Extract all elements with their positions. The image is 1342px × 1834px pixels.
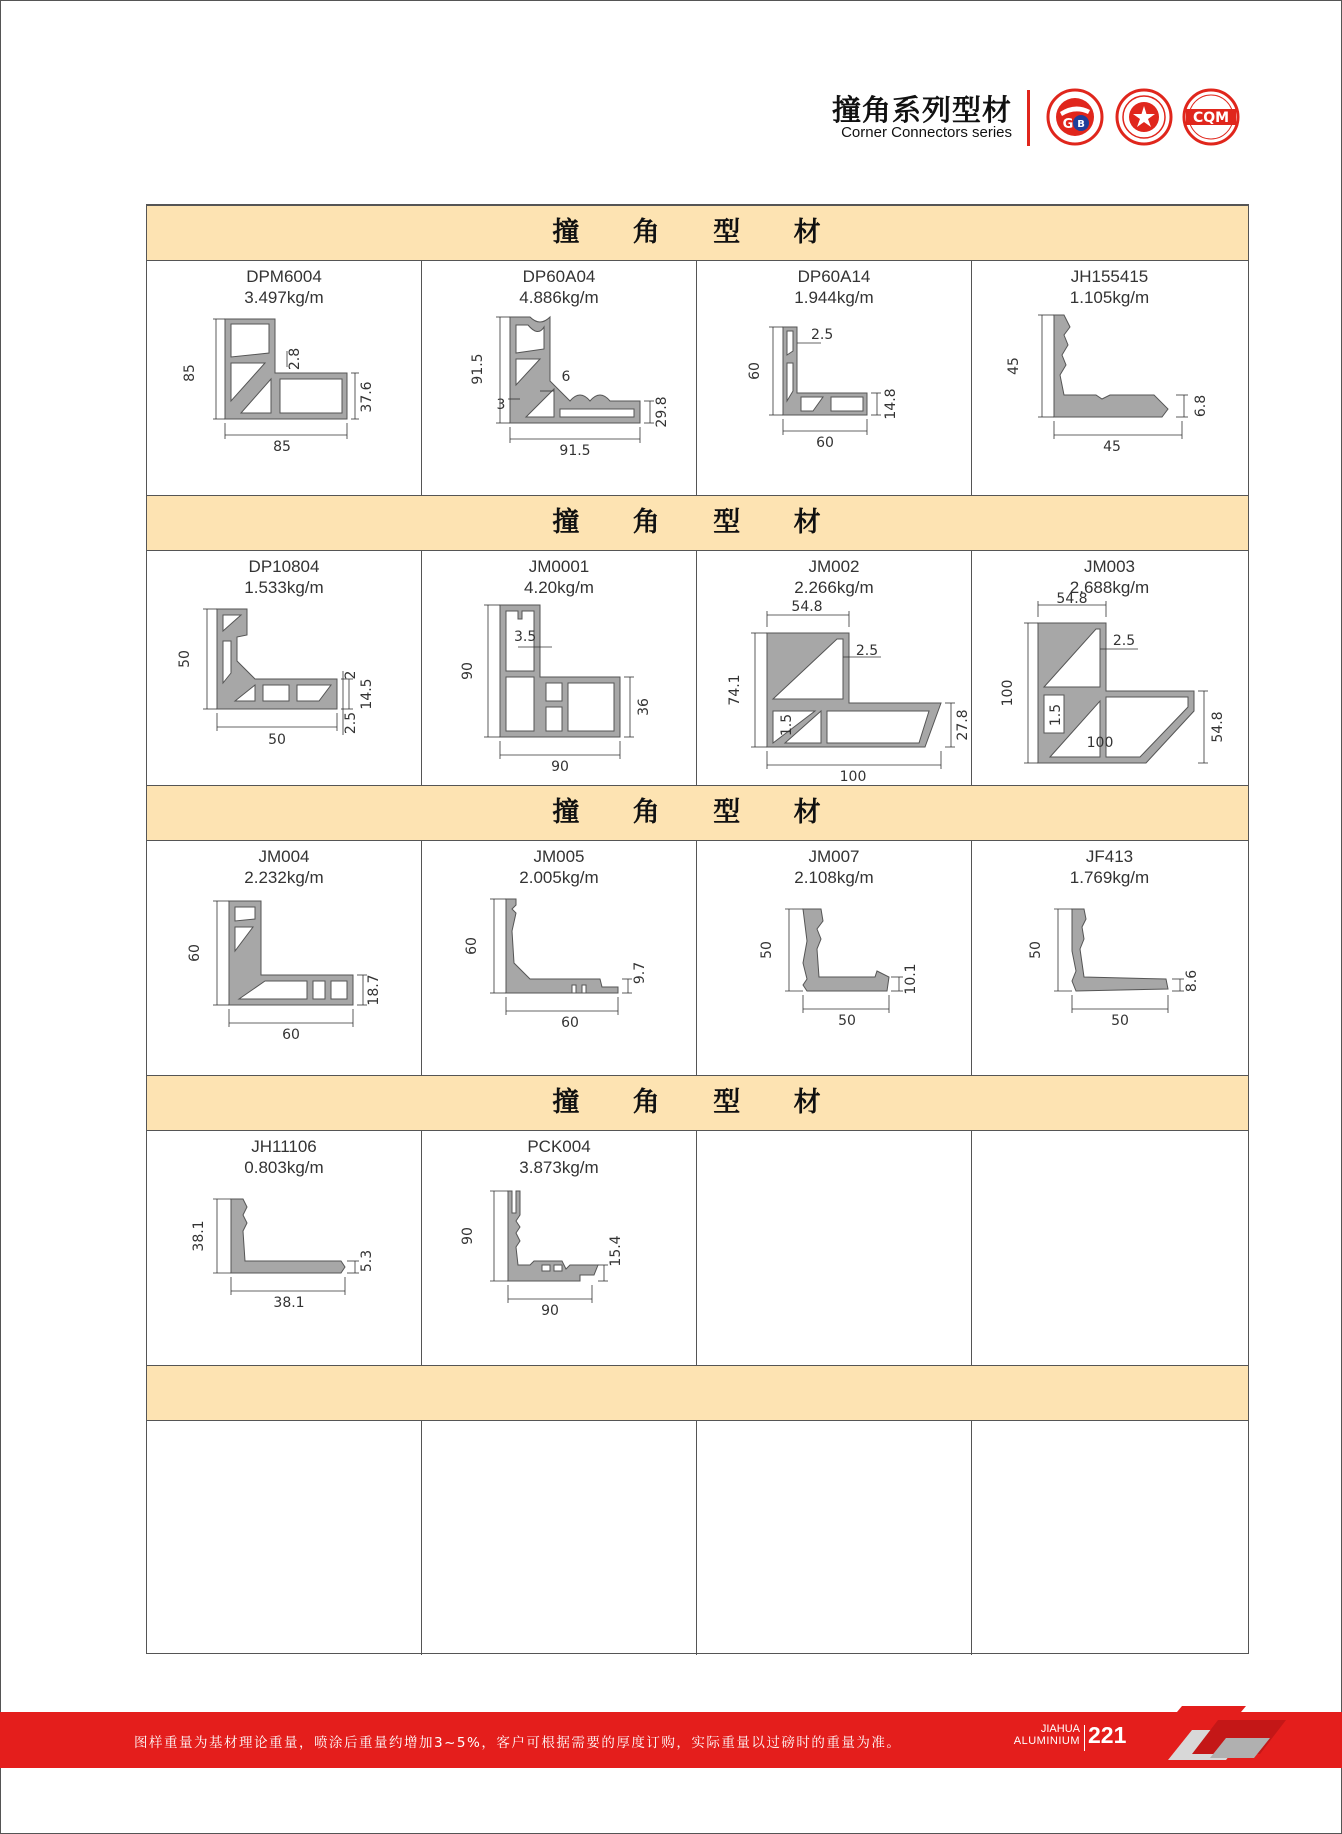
dimension-label: 3 [496, 397, 506, 413]
dimension-label: 2.5 [343, 711, 359, 735]
profile-drawing-jf413 [972, 891, 1247, 1075]
profile-drawing-dp60a04 [422, 311, 697, 495]
dimension-label: 38.1 [273, 1295, 305, 1311]
product-cell [147, 261, 422, 495]
product-cell [697, 551, 972, 785]
product-weight: 3.873kg/m [519, 1158, 599, 1177]
dimension-label: 10.1 [903, 963, 919, 995]
dimension-label: 50 [759, 941, 775, 959]
product-weight: 2.688kg/m [1069, 578, 1150, 597]
profile-drawing-jm002 [697, 601, 972, 785]
dimension-label: 2.8 [287, 347, 303, 371]
product-cell [972, 551, 1247, 785]
profile-drawing-jm004 [147, 891, 422, 1075]
svg-text:G: G [1062, 117, 1074, 132]
product-code: JM004 [258, 847, 310, 866]
dimension-label: 14.8 [883, 388, 899, 420]
product-weight: 1.769kg/m [1069, 868, 1150, 887]
dimension-label: 50 [838, 1013, 856, 1029]
quality-seal-logo [1115, 88, 1173, 146]
dimension-label: 54.8 [1056, 591, 1088, 607]
dimension-label: 90 [460, 1227, 476, 1245]
dimension-label: 9.7 [632, 961, 648, 985]
product-code: JH155415 [1070, 267, 1149, 286]
profile-drawing-dp60a14 [697, 311, 972, 495]
dimension-label: 60 [282, 1027, 300, 1043]
dimension-label: 50 [268, 732, 286, 748]
empty-cell [422, 1421, 697, 1655]
dimension-label: 1.5 [779, 713, 795, 737]
dimension-label: 60 [187, 944, 203, 962]
empty-cell [972, 1421, 1247, 1655]
gb-logo [1046, 88, 1104, 146]
product-code: JM007 [808, 847, 860, 866]
product-cell [422, 841, 697, 1075]
profile-drawing-dp10804 [147, 601, 422, 785]
svg-text:B: B [1077, 119, 1085, 130]
dimension-label: 90 [460, 662, 476, 680]
product-cell [422, 551, 697, 785]
dimension-label: 60 [816, 435, 834, 451]
dimension-label: 37.6 [359, 381, 375, 413]
dimension-label: 100 [1000, 679, 1016, 707]
dimension-label: 60 [747, 362, 763, 380]
dimension-label: 2.5 [1112, 633, 1136, 649]
brand-name: JIAHUA [1040, 1723, 1080, 1735]
footer-note: 图样重量为基材理论重量，喷涂后重量约增加3~5%，客户可根据需要的厚度订购，实际重量以过磅时的重量为准。 [134, 1735, 902, 1751]
empty-cell [147, 1421, 422, 1655]
product-code: DPM6004 [246, 267, 322, 286]
product-weight: 1.105kg/m [1069, 288, 1150, 307]
dimension-label: 1.5 [1048, 703, 1064, 727]
product-code: DP10804 [248, 557, 320, 576]
product-cell [422, 261, 697, 495]
product-code: PCK004 [527, 1137, 591, 1156]
dimension-label: 50 [1028, 941, 1044, 959]
empty-cell [972, 1131, 1247, 1365]
dimension-label: 18.7 [366, 974, 382, 1006]
dimension-label: 45 [1006, 357, 1022, 375]
product-code: DP60A04 [522, 267, 596, 286]
dimension-label: 50 [177, 650, 193, 668]
dimension-label: 6.8 [1193, 394, 1209, 418]
product-weight: 2.266kg/m [794, 578, 874, 597]
dimension-label: 2 [343, 670, 359, 680]
product-code: JF413 [1085, 847, 1134, 866]
dimension-label: 54.8 [791, 599, 823, 615]
profile-drawing-pck004 [422, 1181, 697, 1365]
footer-stripes-decoration [1130, 1698, 1290, 1770]
dimension-label: 2.5 [855, 643, 879, 659]
product-cell [972, 841, 1247, 1075]
dimension-label: 85 [273, 439, 291, 455]
product-weight: 2.108kg/m [794, 868, 874, 887]
product-code: JM002 [808, 557, 860, 576]
profile-drawing-jm007 [697, 891, 972, 1075]
dimension-label: 100 [1086, 735, 1114, 751]
product-code: JM003 [1083, 557, 1136, 576]
page-divider [1084, 1725, 1085, 1751]
product-weight: 4.886kg/m [519, 288, 599, 307]
product-cell [147, 551, 422, 785]
cqm-logo [1182, 88, 1240, 146]
product-cell [972, 261, 1247, 495]
page-subtitle: Corner Connectors series [841, 124, 1012, 141]
dimension-label: 14.5 [359, 678, 375, 710]
dimension-label: 85 [182, 364, 198, 382]
dimension-label: 45 [1103, 439, 1121, 455]
dimension-label: 27.8 [955, 709, 971, 741]
dimension-label: 50 [1111, 1013, 1129, 1029]
product-weight: 1.533kg/m [244, 578, 324, 597]
svg-text:CQM: CQM [1192, 110, 1230, 126]
profile-drawing-jh11106 [147, 1181, 422, 1365]
profile-drawing-jh155415 [972, 311, 1247, 495]
dimension-label: 36 [636, 698, 652, 716]
page-title: 撞角系列型材 [831, 93, 1012, 127]
product-weight: 0.803kg/m [244, 1158, 324, 1177]
dimension-label: 60 [561, 1015, 579, 1031]
product-cell [697, 261, 972, 495]
product-code: JH11106 [251, 1137, 317, 1156]
product-code: JM005 [533, 847, 585, 866]
profile-drawing-jm0001 [422, 601, 697, 785]
dimension-label: 2.5 [811, 327, 834, 343]
dimension-label: 91.5 [559, 443, 591, 459]
product-cell [147, 841, 422, 1075]
dimension-label: 29.8 [654, 396, 670, 428]
profile-table [146, 204, 1249, 1654]
dimension-label: 38.1 [191, 1220, 207, 1252]
product-code: JM0001 [528, 557, 590, 576]
section-title: 撞 角 型 材 [147, 1075, 1248, 1131]
header-divider [1027, 90, 1030, 146]
product-cell [422, 1131, 697, 1365]
profile-drawing-jm005 [422, 891, 697, 1075]
profile-drawing-dpm6004 [147, 311, 422, 495]
dimension-label: 60 [464, 937, 480, 955]
page-number: 221 [1088, 1722, 1127, 1748]
product-weight: 3.497kg/m [244, 288, 324, 307]
section-title: 撞 角 型 材 [147, 785, 1248, 841]
section-title: 撞 角 型 材 [147, 495, 1248, 551]
dimension-label: 5.3 [359, 1249, 375, 1273]
dimension-label: 74.1 [727, 674, 743, 706]
dimension-label: 3.5 [514, 629, 537, 645]
section-title: 撞 角 型 材 [147, 205, 1248, 261]
empty-cell [697, 1421, 972, 1655]
dimension-label: 15.4 [608, 1235, 624, 1267]
product-weight: 2.005kg/m [519, 868, 599, 887]
dimension-label: 54.8 [1210, 711, 1226, 743]
dimension-label: 90 [541, 1303, 559, 1319]
product-cell [697, 841, 972, 1075]
empty-cell [697, 1131, 972, 1365]
dimension-label: 100 [839, 769, 867, 785]
product-code: DP60A14 [797, 267, 871, 286]
profile-drawing-jm003 [972, 591, 1247, 785]
section-title [147, 1365, 1248, 1421]
product-cell [147, 1131, 422, 1365]
dimension-label: 90 [551, 759, 569, 775]
brand-name-2: ALUMINIUM [1013, 1735, 1080, 1747]
dimension-label: 91.5 [470, 353, 486, 385]
product-weight: 4.20kg/m [524, 578, 594, 597]
product-weight: 1.944kg/m [794, 288, 874, 307]
dimension-label: 8.6 [1184, 969, 1200, 993]
product-weight: 2.232kg/m [244, 868, 324, 887]
dimension-label: 6 [561, 369, 571, 385]
